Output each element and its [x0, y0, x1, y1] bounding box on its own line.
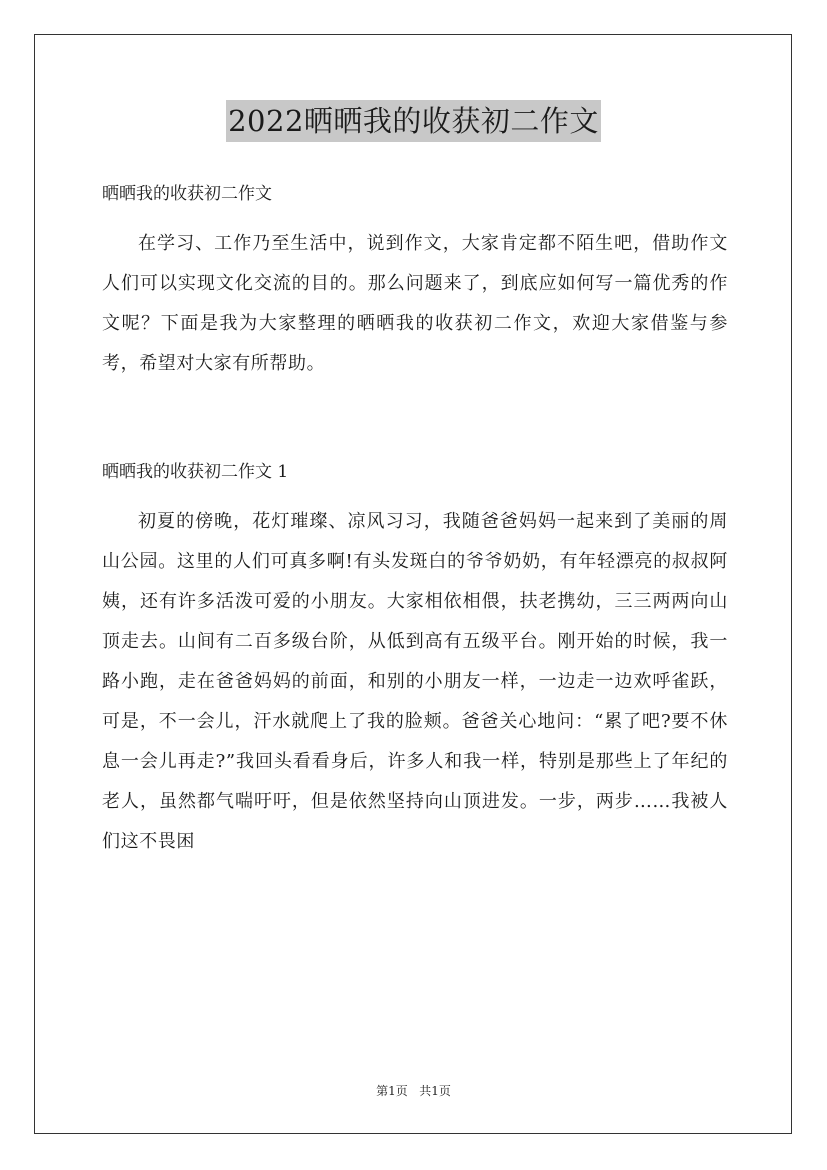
page-number-total: 共1页 [419, 1084, 451, 1098]
section-1-heading: 晒晒我的收获初二作文 1 [102, 462, 289, 482]
intro-paragraph: 在学习、工作乃至生活中，说到作文，大家肯定都不陌生吧，借助作文人们可以实现文化交流的目的。那么问题来了，到底应如何写一篇优秀的作文呢？下面是我为大家整理的晒晒我的收获初二作文，欢迎大家借鉴与参考，希望对大家有所帮助。 [102, 233, 728, 374]
title-container [0, 100, 827, 142]
page-number-current: 第1页 [376, 1084, 408, 1098]
page-footer [0, 1083, 827, 1099]
intro-heading: 晒晒我的收获初二作文 [102, 184, 272, 204]
document-title: 2022晒晒我的收获初二作文 [226, 100, 601, 142]
section-1-paragraph: 初夏的傍晚，花灯璀璨、凉风习习，我随爸爸妈妈一起来到了美丽的周山公园。这里的人们可真多啊!有头发斑白的爷爷奶奶，有年轻漂亮的叔叔阿姨，还有许多活泼可爱的小朋友。大家相依相偎，扶老携幼，三三两两向山顶走去。山间有二百多级台阶，从低到高有五级平台。刚开始的时候，我一路小跑，走在爸爸妈妈的前面，和别的小朋友一样，一边走一边欢呼雀跃，可是，不一会儿，汗水就爬上了我的脸颊。爸爸关心地问：“累了吧?要不休息一会儿再走?”我回头看看身后，许多人和我一样，特别是那些上了年纪的老人，虽然都气喘吁吁，但是依然坚持向山顶进发。一步，两步……我被人们这不畏困 [102, 511, 728, 852]
document-body [102, 172, 728, 862]
